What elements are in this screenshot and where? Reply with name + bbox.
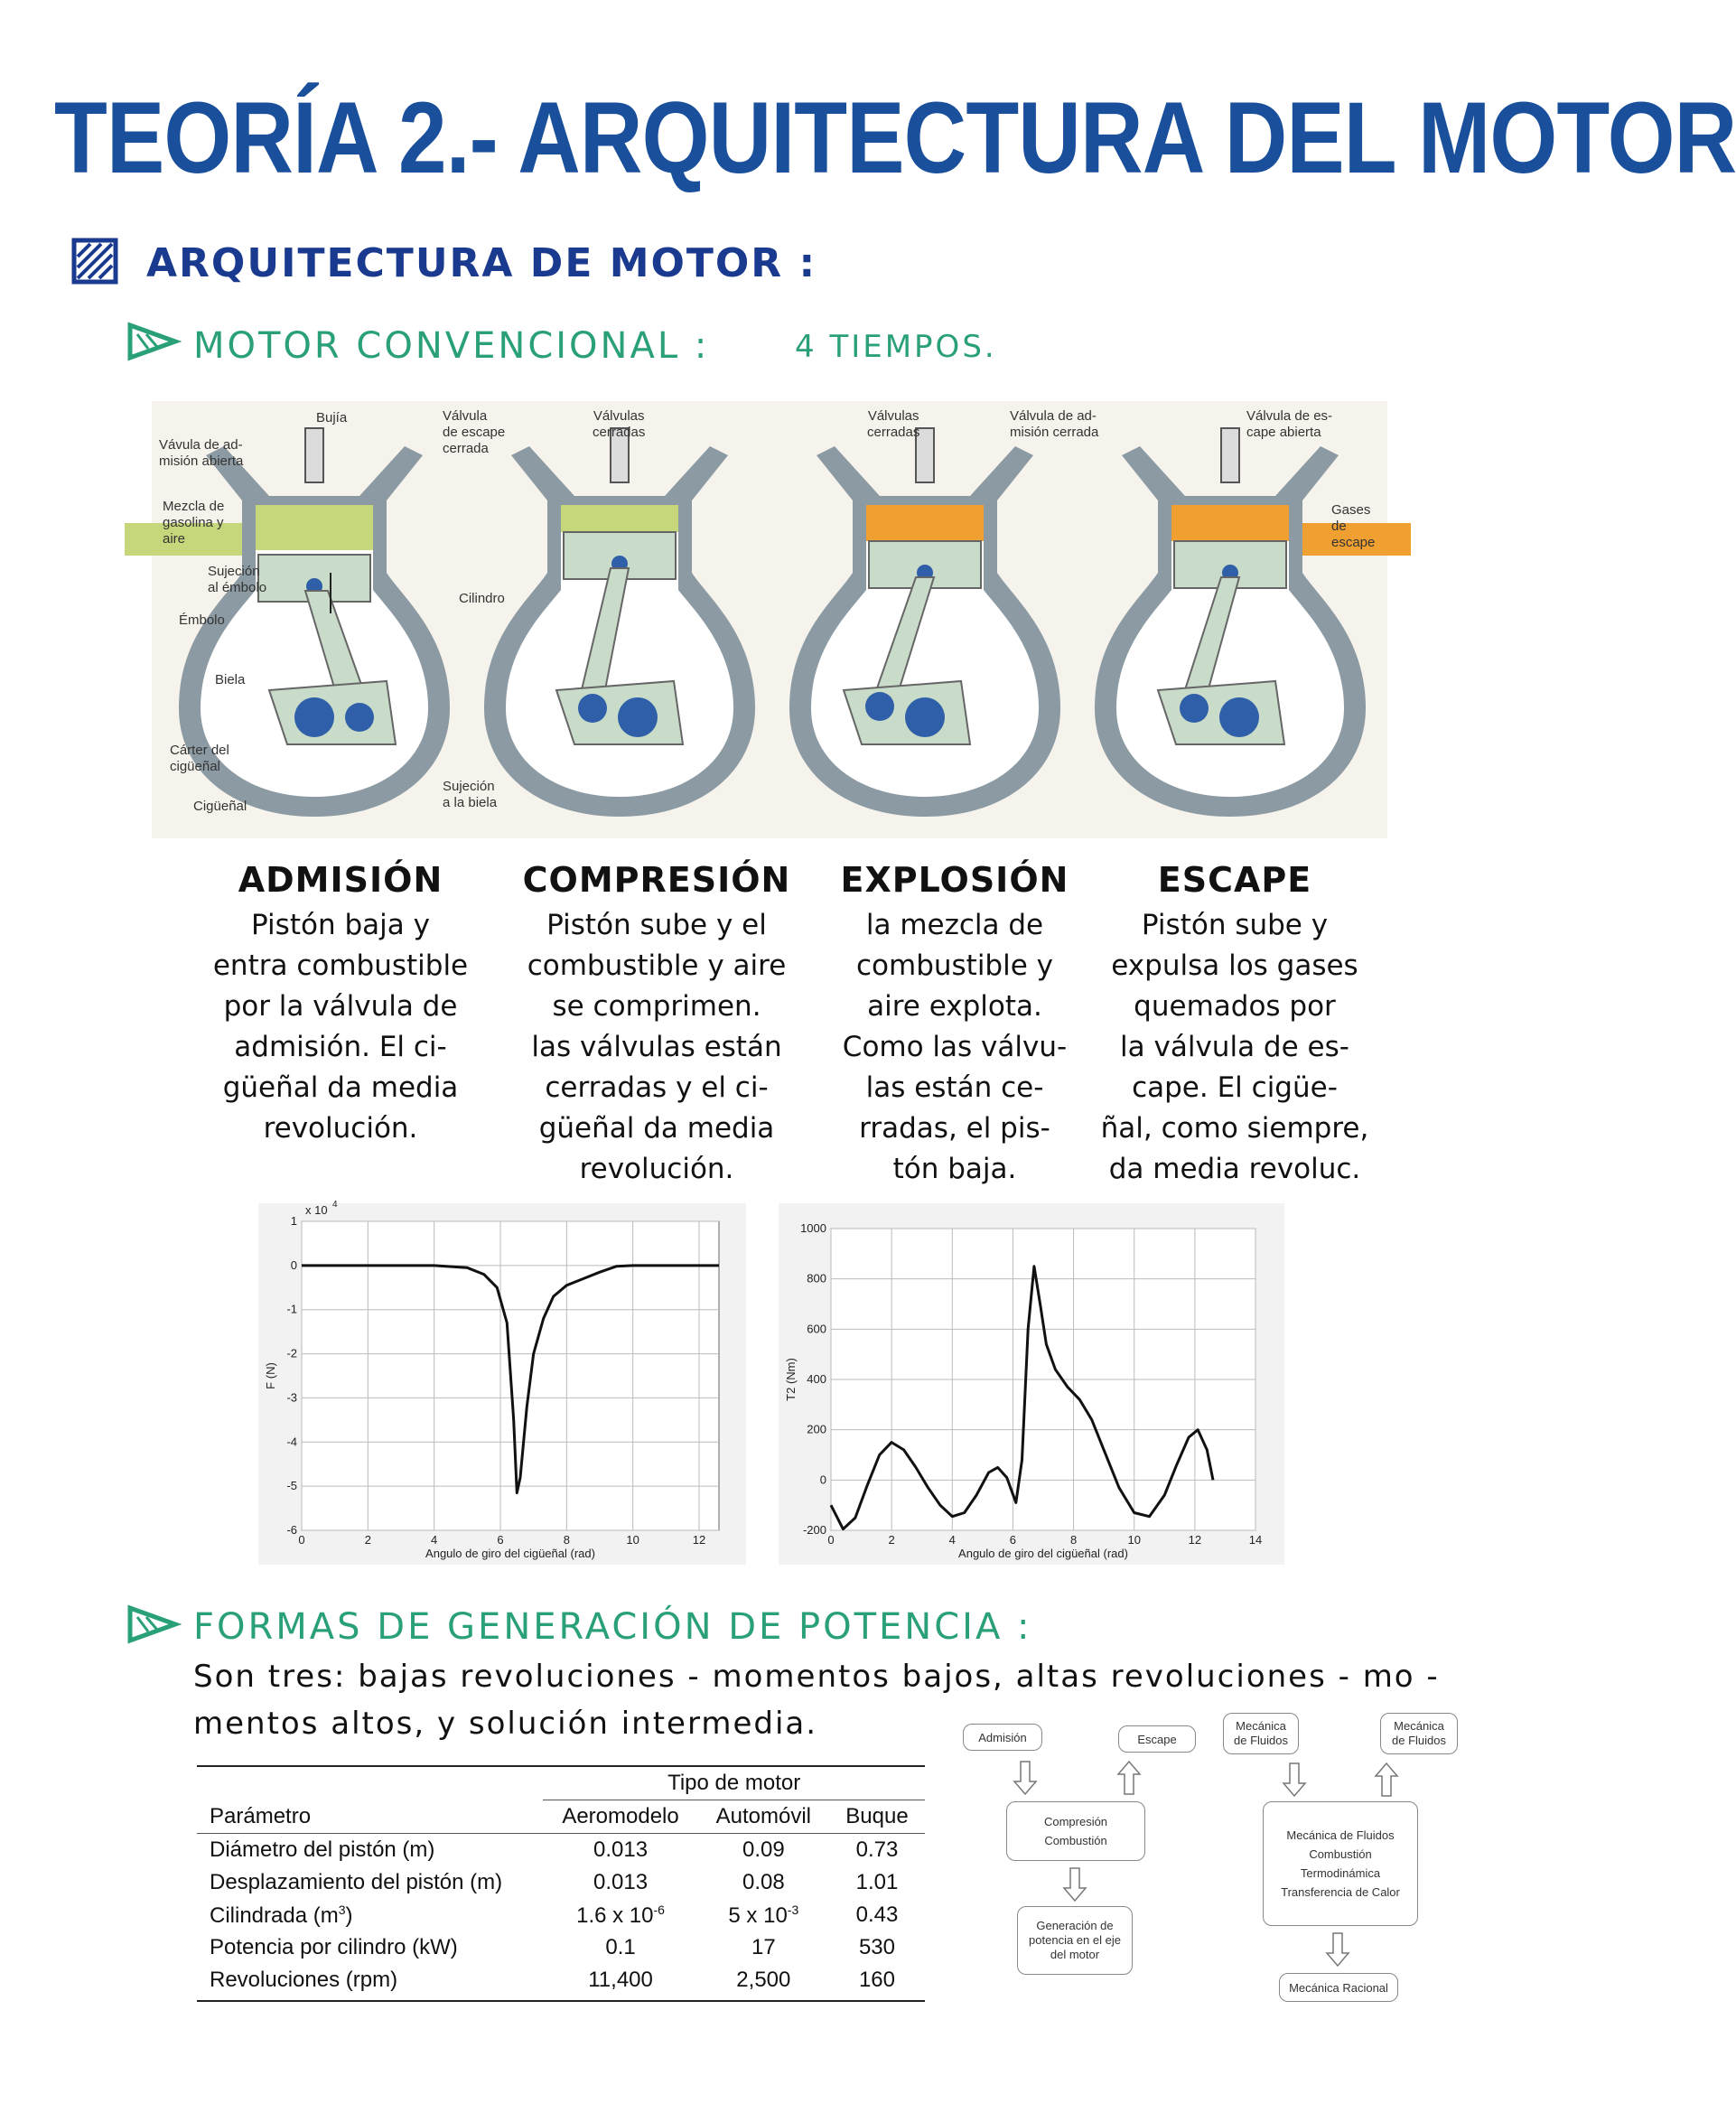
- stroke-admision: [191, 860, 490, 1149]
- label-valvula-admision-cerrada: Válvula de ad- misión cerrada: [1010, 408, 1099, 440]
- stroke-text: Pistón sube y el combustible y aire se comprimen. las válvulas están cerradas y el ci- güeñal da media revolución.: [527, 909, 787, 1185]
- y-tick-label: -5: [286, 1479, 297, 1493]
- table-cell: 160: [858, 1968, 895, 1992]
- stroke-text: la mezcla de combustible y aire explota. Como las válvu- las están ce- rradas, el pis- tón baja.: [842, 909, 1068, 1185]
- y-tick-label: -2: [286, 1346, 297, 1360]
- table-cell: Cilindrada $(m^3)$: [210, 1902, 353, 1928]
- y-multiplier-label: x 10: [305, 1203, 328, 1217]
- down-arrow-icon: [1014, 1762, 1036, 1794]
- stroke-compresion: [508, 860, 806, 1190]
- stroke-escape: [1086, 860, 1384, 1190]
- y-tick-label: -4: [286, 1435, 297, 1449]
- x-tick-label: 10: [626, 1533, 639, 1547]
- table-cell: 0.013: [593, 1870, 649, 1894]
- flow-box-admision: Admisión: [963, 1724, 1042, 1751]
- table-cell: 2,500: [736, 1968, 791, 1992]
- y-tick-label: 0: [290, 1258, 297, 1272]
- x-tick-label: 8: [563, 1533, 570, 1547]
- page-title: TEORÍA 2.- ARQUITECTURA DEL MOTOR: [54, 81, 1736, 194]
- table-cell: Diámetro del pistón (m): [210, 1837, 435, 1862]
- flow-text: Transferencia de Calor: [1281, 1885, 1400, 1899]
- table-row: [197, 1931, 925, 1964]
- x-tick-label: 12: [1188, 1533, 1202, 1547]
- flow-text: Termodinámica: [1300, 1866, 1381, 1880]
- subsection-heading-motor: MOTOR CONVENCIONAL :: [193, 325, 710, 367]
- y-tick-label: 1000: [800, 1221, 826, 1235]
- paragraph-line-1: Son tres: bajas revoluciones - momentos bajos, altas revoluciones - mo -: [193, 1659, 1440, 1695]
- x-tick-label: 2: [888, 1533, 895, 1547]
- table-cell: 17: [751, 1935, 776, 1959]
- x-tick-label: 0: [827, 1533, 835, 1547]
- x-tick-label: 6: [497, 1533, 504, 1547]
- table-row: [197, 1964, 925, 1996]
- label-mezcla: Mezcla de gasolina y aire: [163, 499, 225, 547]
- table-cell: 0.09: [742, 1837, 785, 1862]
- y-multiplier-exponent: 4: [332, 1200, 338, 1210]
- stroke-title: ADMISIÓN: [238, 860, 443, 900]
- up-arrow-icon: [1118, 1762, 1140, 1794]
- down-arrow-icon: [1327, 1933, 1349, 1966]
- table-header: Aeromodelo: [562, 1804, 679, 1828]
- label-cilindro: Cilindro: [459, 591, 505, 606]
- label-carter: Cárter del cigüeñal: [170, 743, 229, 774]
- x-tick-label: 4: [948, 1533, 956, 1547]
- y-tick-label: 0: [819, 1473, 826, 1487]
- flow-box-mecanica-fluidos-right: Mecánica de Fluidos: [1380, 1713, 1458, 1754]
- paragraph-line-2: mentos altos, y solución intermedia.: [193, 1706, 818, 1742]
- y-tick-label: -1: [286, 1302, 297, 1316]
- label-valvula-admision-abierta: Vávula de ad- misión abierta: [159, 437, 244, 469]
- flow-arrows: [957, 1707, 1472, 1996]
- table-cell: 1.01: [855, 1870, 899, 1894]
- label-gases-escape: Gases de escape: [1331, 502, 1376, 550]
- y-tick-label: 1: [290, 1214, 297, 1228]
- x-axis-label: Angulo de giro del cigüeñal (rad): [425, 1547, 595, 1560]
- x-tick-label: 14: [1248, 1533, 1263, 1547]
- label-valvula-escape-abierta: Válvula de es- cape abierta: [1246, 408, 1333, 440]
- note-4-tiempos: 4 TIEMPOS.: [795, 329, 997, 365]
- table-cell: 0.013: [593, 1837, 649, 1862]
- table-header: Buque: [845, 1804, 909, 1828]
- flow-box-generacion: Generación de potencia en el eje del motor: [1017, 1906, 1133, 1975]
- stroke-explosion: [806, 860, 1104, 1190]
- x-tick-label: 0: [298, 1533, 305, 1547]
- table-cell: Potencia por cilindro (kW): [210, 1935, 458, 1959]
- down-arrow-icon: [1064, 1868, 1086, 1901]
- hatched-square-icon: [70, 237, 121, 287]
- up-arrow-icon: [1376, 1763, 1397, 1796]
- stroke-text: Pistón baja y entra combustible por la válvula de admisión. El ci- güeñal da media revolución.: [212, 909, 469, 1145]
- force-chart: [258, 1200, 746, 1565]
- table-cell: 11,400: [588, 1968, 653, 1992]
- table-header: Parámetro: [210, 1803, 312, 1828]
- y-tick-label: -3: [286, 1390, 297, 1405]
- y-tick-label: 600: [807, 1322, 826, 1336]
- section-heading-arquitectura: ARQUITECTURA DE MOTOR :: [146, 240, 817, 286]
- table-row: [197, 1899, 925, 1931]
- x-tick-label: 6: [1009, 1533, 1017, 1547]
- flow-box-mecanica-fluidos-left: Mecánica de Fluidos: [1223, 1713, 1299, 1754]
- x-tick-label: 10: [1127, 1533, 1141, 1547]
- table-cell: 0.73: [855, 1837, 899, 1862]
- x-tick-label: 8: [1069, 1533, 1078, 1547]
- y-axis-label: T2 (Nm): [784, 1358, 798, 1401]
- table-cell: 0.1: [605, 1935, 636, 1959]
- flow-text: Combustión: [1044, 1834, 1107, 1847]
- stroke-title: COMPRESIÓN: [522, 860, 791, 900]
- down-arrow-icon: [1283, 1763, 1305, 1796]
- table-cell: 0.08: [742, 1870, 785, 1894]
- flow-text: Mecánica de Fluidos: [1286, 1828, 1395, 1842]
- stroke-title: EXPLOSIÓN: [840, 860, 1069, 900]
- label-embolo: Émbolo: [179, 612, 225, 628]
- table-cell: 5 x $10^{-3}$: [728, 1902, 799, 1928]
- label-sujecion-biela: Sujeción a la biela: [443, 779, 498, 810]
- label-valvula-escape-cerrada: Válvula de escape cerrada: [443, 408, 506, 456]
- stroke-text: Pistón sube y expulsa los gases quemados por la válvula de es- cape. El cigüe- ñal, como siempre, da media revoluc.: [1100, 909, 1369, 1185]
- y-tick-label: 400: [807, 1372, 826, 1386]
- label-ciguenal: Cigüeñal: [193, 799, 247, 814]
- y-axis-label: F (N): [264, 1362, 277, 1389]
- label-sujecion-embolo: Sujeción al émbolo: [208, 564, 267, 595]
- x-tick-label: 2: [364, 1533, 371, 1547]
- x-axis-label: Angulo de giro del cigüeñal (rad): [958, 1547, 1128, 1560]
- flow-box-escape: Escape: [1118, 1725, 1196, 1753]
- label-valvulas-cerradas-1: Válvulas cerradas: [593, 408, 646, 440]
- label-valvulas-cerradas-2: Válvulas cerradas: [867, 408, 920, 440]
- torque-chart: [779, 1203, 1284, 1565]
- table-cell: 1.6 x $10^{-6}$: [576, 1902, 665, 1928]
- table-cell: 0.43: [855, 1903, 899, 1927]
- table-cell: 530: [858, 1935, 895, 1959]
- y-tick-label: 800: [807, 1271, 826, 1286]
- y-tick-label: -200: [802, 1523, 826, 1537]
- motor-parameters-table: [197, 1765, 925, 2002]
- table-row: [197, 1834, 925, 1867]
- flow-text: Compresión: [1043, 1815, 1108, 1828]
- table-group-header: Tipo de motor: [543, 1767, 925, 1800]
- table-cell: Desplazamiento del pistón (m): [210, 1870, 503, 1894]
- flow-text: Combustión: [1309, 1847, 1372, 1861]
- table-header: Automóvil: [715, 1804, 812, 1828]
- flow-box-mecanica-racional: Mecánica Racional: [1279, 1973, 1398, 2002]
- y-tick-label: -6: [286, 1523, 297, 1537]
- triangle-bullet-icon: [126, 322, 181, 361]
- x-tick-label: 12: [692, 1533, 706, 1547]
- label-bujia: Bujía: [316, 410, 348, 425]
- subsection-heading-potencia: FORMAS DE GENERACIÓN DE POTENCIA :: [193, 1606, 1032, 1648]
- label-biela: Biela: [215, 672, 246, 687]
- stroke-title: ESCAPE: [1157, 860, 1312, 900]
- table-cell: Revoluciones (rpm): [210, 1968, 398, 1992]
- x-tick-label: 4: [431, 1533, 438, 1547]
- y-tick-label: 200: [807, 1422, 826, 1436]
- triangle-bullet-icon: [126, 1604, 181, 1644]
- table-row: [197, 1866, 925, 1899]
